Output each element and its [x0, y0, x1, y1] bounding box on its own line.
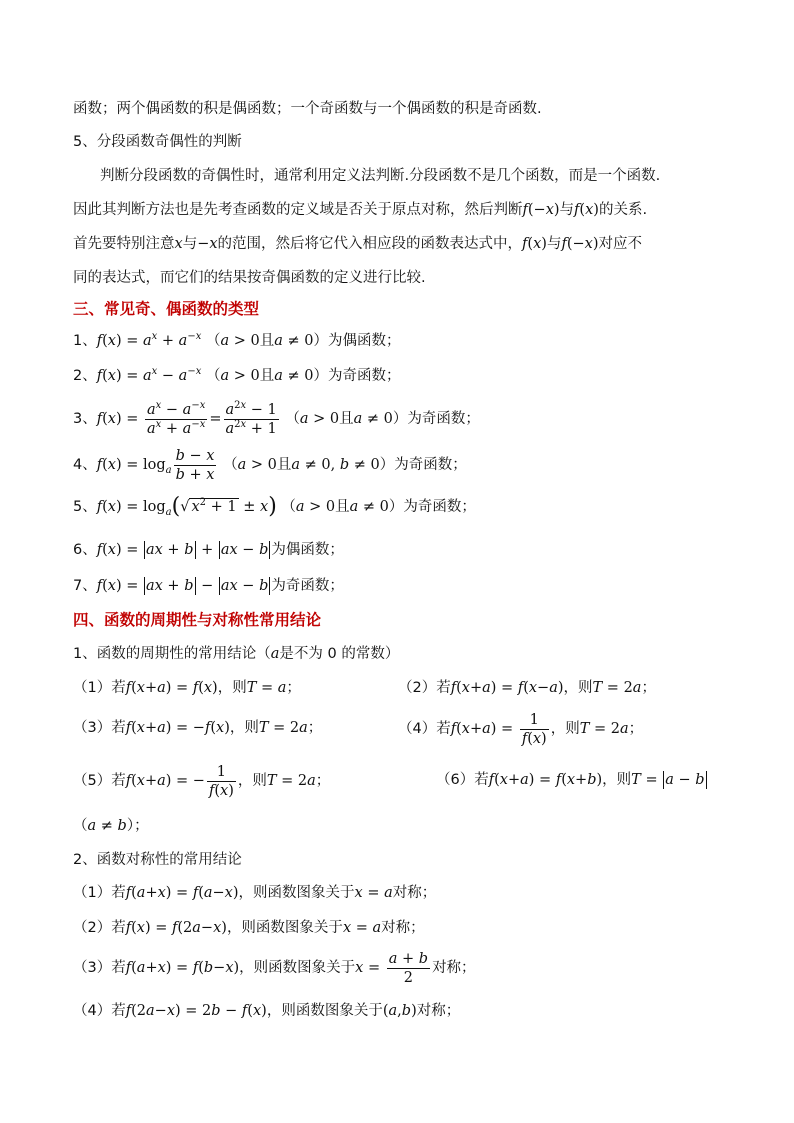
math-expr: f [522, 236, 528, 252]
math-expr: x [174, 236, 183, 252]
periodic-item-3: （3）若f(x+a) = −f(x)，则T = 2a； [73, 720, 323, 736]
paragraph-text: 与 [182, 236, 198, 252]
item5-title: 5、分段函数奇偶性的判断 [73, 134, 242, 150]
section-3-heading: 三、常见奇、偶函数的类型 [73, 300, 260, 318]
section-4-heading: 四、函数的周期性与对称性常用结论 [73, 611, 322, 629]
symmetry-item-1: （1）若f(a+x) = f(a−x)，则函数图象关于x = a对称； [73, 885, 437, 901]
paragraph-line: 首先要特别注意x与−x的范围，然后将它代入相应段的函数表达式中，f(x)与f(−x)对应不 [73, 236, 642, 252]
paragraph-text: 判断分段函数的奇偶性时，通常利用定义法判断.分段函数不是几个函数，而是一个函数. [100, 168, 661, 184]
periodic-item-6: （6）若f(x+a) = f(x+b)，则T = a − b [436, 772, 705, 788]
paragraph-line: 同的表达式，而它们的结果按奇偶函数的定义进行比较. [73, 270, 426, 286]
math-expr: f [561, 236, 567, 252]
type-item-5: 5、$f(x) = \log_a(√$ $x^2 + 1 \pm x$) （a > 0且a ≠ 0）为奇函数； [73, 494, 476, 519]
symmetry-item-2: （2）若f(x) = f(2a−x)，则函数图象关于x = a对称； [73, 920, 425, 936]
symmetry-item-4: （4）若f(2a−x) = 2b − f(x)，则函数图象关于(a,b)对称； [73, 1003, 461, 1019]
periodic-title: 1、函数的周期性的常用结论（a是不为 0 的常数） [73, 646, 400, 662]
intro-tail-text: 函数；两个偶函数的积是偶函数；一个奇函数与一个偶函数的积是奇函数. [73, 101, 542, 117]
math-expr: f [522, 202, 528, 218]
type-item-7: 7、f(x) = ax + b − ax − b 为奇函数； [73, 578, 344, 594]
paragraph-line [73, 99, 542, 119]
paragraph-line [100, 166, 660, 186]
periodic-item-6-cond: （a ≠ b）； [73, 818, 149, 834]
type-item-4: 4、$f(x) = \log_a$ $\frac{b - x}{b + x}$ （a > 0且a ≠ 0, b ≠ 0）为奇函数； [73, 447, 467, 483]
paragraph-text: 对应不 [598, 236, 642, 252]
paragraph-text: 的范围，然后将它代入相应段的函数表达式中， [217, 236, 523, 252]
type-item-3: 3、f(x) = $\frac{a^x - a^{-x}}{a^x + a^{-x}}$ = $\frac{a^{2x} - 1}{a^{2x} + 1}$ （a > 0且a ≠ 0）为奇函数； [73, 399, 480, 437]
paragraph-text: 的关系. [598, 202, 648, 218]
periodic-item-2: （2）若f(x+a) = f(x−a)，则T = 2a； [398, 680, 656, 696]
paragraph-text: 因此其判断方法也是先考查函数的定义域是否关于原点对称，然后判断 [73, 202, 523, 218]
type-item-6: 6、f(x) = ax + b + ax − b 为偶函数； [73, 542, 344, 558]
paragraph-text: 与 [546, 236, 562, 252]
periodic-item-4: （4）若f(x+a) = $\frac{1}{f(x)}$ ，则T = 2a； [398, 711, 644, 747]
symmetry-item-3: （3）若f(a+x) = f(b−x)，则函数图象关于x = $\frac{a + b}{2}$ 对称； [73, 950, 476, 986]
math-expr: f [574, 202, 580, 218]
symmetry-title: 2、函数对称性的常用结论 [73, 852, 242, 868]
paragraph-line: 因此其判断方法也是先考查函数的定义域是否关于原点对称，然后判断f(−x)与f(x)的关系. [73, 202, 648, 218]
paragraph-text: 首先要特别注意 [73, 236, 175, 252]
type-item-2: 2、$f(x) = a^x - a^{-x}$ （a > 0且a ≠ 0）为奇函数； [73, 366, 401, 384]
periodic-item-1: （1）若f(x+a) = f(x)，则T = a； [73, 680, 301, 696]
paragraph-text: 与 [559, 202, 575, 218]
periodic-item-5: （5）若f(x+a) = − $\frac{1}{f(x)}$ ，则T = 2a； [73, 763, 331, 799]
type-item-1: 1、$f(x) = a^x + a^{-x}$ （a > 0且a ≠ 0）为偶函数； [73, 331, 401, 349]
